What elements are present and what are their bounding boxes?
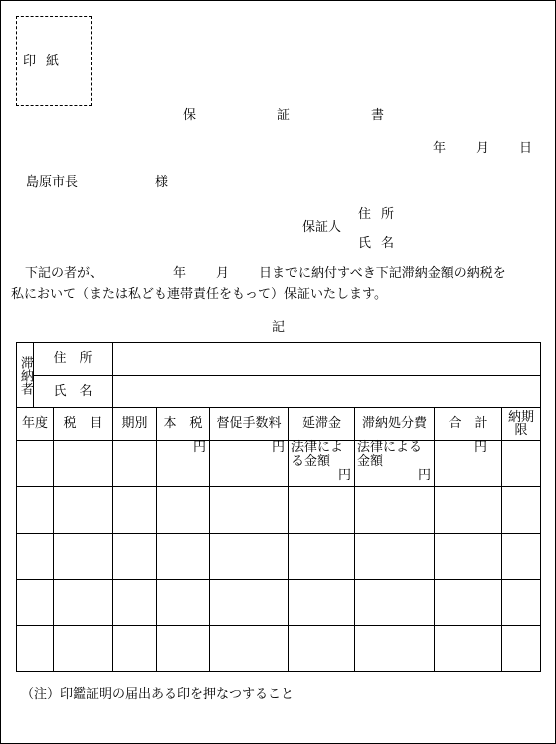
table-cell — [54, 625, 113, 671]
table-cell — [502, 533, 541, 579]
late-charge-law-text: 法律による金額 — [291, 440, 344, 469]
table-cell — [17, 533, 54, 579]
table-cell — [54, 579, 113, 625]
table-cell — [157, 579, 210, 625]
table-cell — [355, 487, 435, 533]
table-cell — [210, 579, 289, 625]
col-header-fiscal-year: 年度 — [17, 408, 54, 441]
table-cell — [17, 579, 54, 625]
table-cell — [435, 625, 502, 671]
table-cell — [435, 487, 502, 533]
table-cell — [435, 533, 502, 579]
table-cell — [210, 625, 289, 671]
body-rest: 日までに納付すべき下記滞納金額の納税を — [259, 266, 506, 281]
col-header-dunning-fee: 督促手数料 — [210, 408, 289, 441]
date-line — [433, 142, 532, 155]
table-cell — [355, 579, 435, 625]
principal-yen-unit: 円 — [157, 441, 210, 487]
table-cell — [113, 579, 157, 625]
title-char-2: 証 — [277, 108, 291, 123]
title-char-3: 書 — [371, 108, 385, 123]
dunning-yen-unit: 円 — [210, 441, 289, 487]
table-cell — [289, 487, 355, 533]
table-cell — [502, 487, 541, 533]
table-cell — [157, 487, 210, 533]
table-cell — [355, 533, 435, 579]
table-cell — [435, 579, 502, 625]
date-month: 月 — [476, 141, 490, 156]
document-title — [183, 109, 384, 122]
table-cell — [289, 533, 355, 579]
late-charge-cell — [289, 441, 355, 487]
disposition-cost-law-text: 法律による金額 — [357, 440, 423, 469]
table-cell — [502, 441, 541, 487]
ki-heading: 記 — [272, 320, 286, 335]
delinquent-name-label: 氏 名 — [34, 376, 113, 408]
table-cell — [54, 487, 113, 533]
delinquent-label-cell — [17, 343, 34, 408]
table-cell — [17, 625, 54, 671]
body-year: 年 — [173, 266, 187, 281]
table-cell — [17, 441, 54, 487]
table-cell — [502, 579, 541, 625]
late-charge-yen-unit: 円 — [338, 467, 352, 483]
table-cell — [289, 579, 355, 625]
table-cell — [113, 533, 157, 579]
delinquency-table — [16, 342, 541, 672]
table-cell — [210, 533, 289, 579]
body-month: 月 — [216, 266, 230, 281]
col-header-total: 合 計 — [435, 408, 502, 441]
table-cell — [502, 625, 541, 671]
table-cell — [113, 441, 157, 487]
total-yen-unit: 円 — [435, 441, 502, 487]
guarantor-address-label: 住所 — [358, 207, 405, 222]
table-cell — [54, 441, 113, 487]
table-cell — [54, 533, 113, 579]
body-prefix: 下記の者が、 — [25, 266, 104, 281]
col-header-tax-item: 税 目 — [54, 408, 113, 441]
guarantor-role-label: 保証人 — [302, 220, 342, 235]
table-cell — [113, 625, 157, 671]
addressee-name: 島原市長 — [26, 175, 79, 190]
col-header-disposition-cost: 滞納処分費 — [355, 408, 435, 441]
table-cell — [113, 487, 157, 533]
date-day: 日 — [519, 141, 533, 156]
delinquent-address-label: 住 所 — [34, 343, 113, 376]
col-header-period: 期別 — [113, 408, 157, 441]
revenue-stamp-label: 印紙 — [23, 54, 70, 69]
delinquent-label: 滞納者 — [17, 355, 33, 395]
disposition-cost-yen-unit: 円 — [418, 467, 432, 483]
table-cell — [157, 533, 210, 579]
table-cell — [157, 625, 210, 671]
delinquent-name-value — [113, 376, 541, 408]
disposition-cost-cell — [355, 441, 435, 487]
body-line-1 — [11, 267, 506, 280]
table-cell — [289, 625, 355, 671]
addressee-suffix: 様 — [155, 175, 169, 190]
delinquent-address-value — [113, 343, 541, 376]
body-line-2: 私において（または私ども連帯責任をもって）保証いたします。 — [11, 287, 387, 302]
footnote: （注）印鑑証明の届出ある印を押なつすること — [21, 687, 295, 702]
table-cell — [17, 487, 54, 533]
col-header-principal-tax: 本 税 — [157, 408, 210, 441]
table-cell — [355, 625, 435, 671]
title-char-1: 保 — [183, 108, 197, 123]
col-header-due-date: 納期限 — [502, 408, 541, 441]
col-header-late-charge: 延滞金 — [289, 408, 355, 441]
table-cell — [210, 487, 289, 533]
date-year: 年 — [433, 141, 447, 156]
guarantor-name-label: 氏名 — [358, 236, 405, 251]
